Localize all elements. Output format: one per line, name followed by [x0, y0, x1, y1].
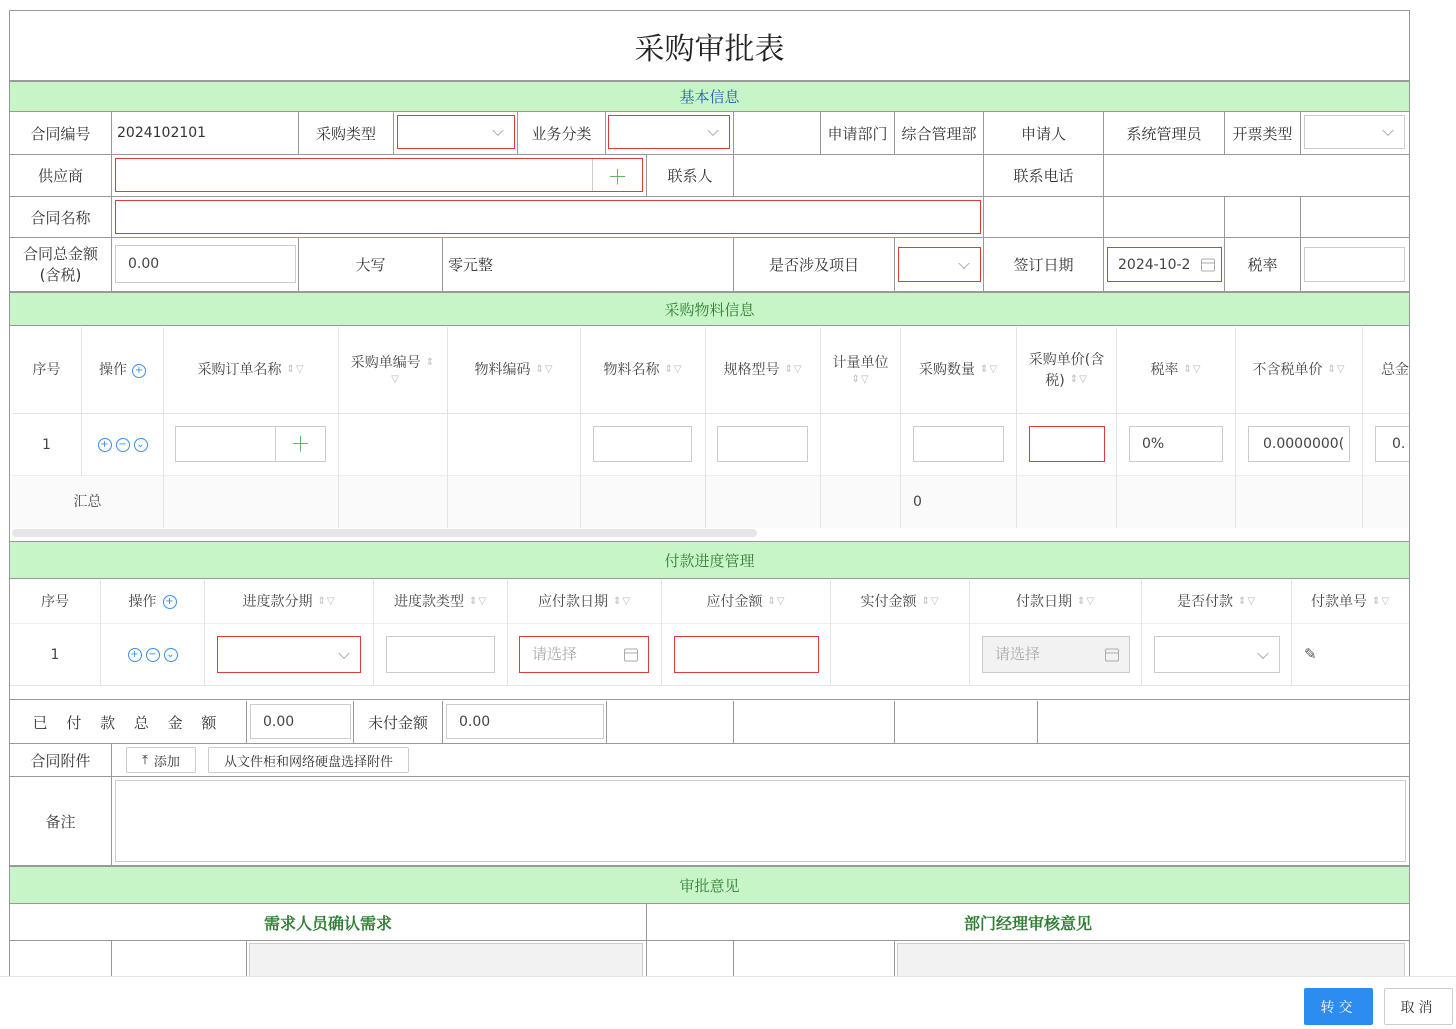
materials-header-row: [12, 327, 1409, 414]
pay-col-pay-no-label: 付款单号: [1310, 593, 1367, 610]
sort-filter-icon[interactable]: ⇕▽: [1069, 374, 1088, 386]
section-basic-info: 基本信息: [10, 81, 1409, 112]
type-input[interactable]: [386, 636, 495, 673]
approval-left-textarea: [249, 943, 643, 976]
upload-icon: ⤒: [142, 752, 148, 768]
attachments-label: 合同附件: [10, 744, 112, 777]
uppercase-value: 零元整: [443, 238, 734, 292]
total-amount-label: [10, 238, 112, 292]
supplier-label: 供应商: [10, 155, 112, 197]
contract-name-input[interactable]: [115, 200, 981, 234]
qty-input[interactable]: [913, 426, 1004, 462]
empty-cell: [1301, 197, 1409, 238]
pay-col-paid-amount[interactable]: [831, 580, 970, 624]
is-paid-select[interactable]: [1154, 636, 1280, 673]
sort-filter-icon[interactable]: ⇕▽: [979, 364, 999, 376]
pay-col-paid-amount-label: 实付金额: [860, 593, 917, 610]
pay-row-period: [205, 624, 374, 686]
unit-price-input[interactable]: [1029, 426, 1105, 462]
sort-filter-icon[interactable]: ⇕▽: [535, 364, 554, 376]
summary-label: 汇总: [12, 476, 164, 528]
footer-bar: [0, 976, 1456, 1029]
tax-rate-label: 税率: [1225, 238, 1301, 292]
unpaid-label: 未付金额: [354, 701, 443, 744]
purchase-type-cell: [394, 112, 518, 155]
remarks-label: 备注: [10, 777, 112, 866]
spacer: [10, 687, 1409, 700]
col-material-code[interactable]: [448, 327, 581, 414]
due-date-placeholder: 请选择: [532, 644, 578, 663]
chevron-down-icon: [707, 125, 718, 136]
row-qty: [901, 414, 1017, 476]
pay-col-pay-date-label: 付款日期: [1015, 593, 1072, 610]
row-unit-price: [1017, 414, 1117, 476]
col-material-name-label: 物料名称: [603, 362, 660, 379]
add-order-button[interactable]: ＋: [275, 427, 325, 461]
summary-cell: [581, 476, 706, 528]
business-category-label: 业务分类: [518, 112, 606, 155]
contract-no-label: 合同编号: [10, 112, 112, 155]
unpaid-input[interactable]: 0.00: [446, 704, 604, 739]
supplier-cell: [112, 155, 647, 197]
col-seq: 序号: [12, 327, 82, 414]
pay-row-paid-amount: [831, 624, 970, 686]
period-select[interactable]: [217, 636, 361, 673]
add-row-icon[interactable]: +: [98, 438, 112, 452]
sign-date-label: 签订日期: [984, 238, 1104, 292]
add-row-icon[interactable]: +: [163, 595, 177, 609]
pay-col-type[interactable]: [374, 580, 508, 624]
summary-cell: [164, 476, 339, 528]
chevron-down-icon: [1257, 647, 1268, 658]
approval-cell: [647, 941, 734, 976]
sort-filter-icon[interactable]: ⇕▽: [851, 374, 870, 386]
sort-filter-icon[interactable]: ⇕▽: [1076, 595, 1096, 607]
contact-label: 联系人: [647, 155, 734, 197]
col-ops: [82, 327, 164, 414]
col-order-no[interactable]: [339, 327, 448, 414]
pay-col-seq: 序号: [10, 580, 101, 624]
calendar-icon: [1201, 258, 1215, 271]
sort-filter-icon[interactable]: ⇕▽: [286, 364, 305, 376]
add-attachment-label: 添加: [153, 754, 180, 770]
summary-cell: [821, 476, 901, 528]
pay-col-due-date[interactable]: [508, 580, 662, 624]
filter-icon[interactable]: ▽: [391, 374, 400, 386]
sort-filter-icon[interactable]: ⇕▽: [1371, 595, 1391, 607]
row-material-code: [448, 414, 581, 476]
chevron-down-icon: [492, 125, 503, 136]
materials-data-row: [12, 414, 1409, 476]
materials-grid: [12, 327, 1409, 539]
business-category-cell: [606, 112, 734, 155]
empty-cell: [1225, 197, 1301, 238]
tax-rate-cell: [1301, 238, 1409, 292]
col-unit-price-label-2: 税): [1045, 372, 1065, 389]
paid-total-label: 已 付 款 总 金 额: [10, 701, 247, 744]
col-qty-label: 采购数量: [918, 362, 975, 379]
invoice-type-cell: [1301, 112, 1409, 155]
empty-cell: [1038, 701, 1409, 744]
chevron-down-circle-icon[interactable]: ⌄: [134, 438, 148, 452]
row-net-price: [1236, 414, 1363, 476]
chevron-down-icon: [338, 647, 349, 658]
add-attachment-button[interactable]: [126, 747, 196, 773]
sign-date-cell: [1104, 238, 1225, 292]
pay-col-period-label: 进度款分期: [242, 593, 313, 610]
unpaid-cell: [443, 701, 607, 744]
col-unit[interactable]: [821, 327, 901, 414]
section-payment: 付款进度管理: [10, 541, 1409, 579]
approval-right-title: 部门经理审核意见: [647, 904, 1409, 941]
add-row-icon[interactable]: +: [128, 648, 142, 662]
due-date-picker[interactable]: [519, 636, 649, 673]
chevron-down-icon: [958, 257, 969, 268]
pay-col-pay-no[interactable]: [1292, 580, 1409, 624]
row-order-no: [339, 414, 448, 476]
col-net-price-label: 不含税单价: [1252, 362, 1323, 379]
sign-date-picker[interactable]: [1107, 247, 1222, 282]
horizontal-scrollbar[interactable]: [12, 529, 757, 537]
approval-right-comment: [895, 941, 1409, 976]
chevron-down-circle-icon[interactable]: ⌄: [164, 648, 178, 662]
pay-row-seq: 1: [10, 624, 101, 686]
sort-icon[interactable]: ⇕: [425, 356, 436, 368]
pay-row-is-paid: [1142, 624, 1292, 686]
purchase-approval-form: [9, 10, 1410, 976]
summary-cell: [448, 476, 581, 528]
calendar-icon: [624, 648, 638, 661]
total-amount-input[interactable]: 0.00: [115, 245, 296, 283]
col-tax-rate-label: 税率: [1150, 362, 1179, 379]
project-related-label: 是否涉及项目: [734, 238, 895, 292]
pay-date-placeholder: 请选择: [995, 644, 1041, 663]
pay-col-is-paid-label: 是否付款: [1176, 593, 1233, 610]
summary-cell: [1117, 476, 1236, 528]
sort-filter-icon[interactable]: ⇕▽: [1327, 364, 1346, 376]
empty-cell: [734, 112, 821, 155]
contact-phone-value: [1104, 155, 1409, 197]
summary-cell: [339, 476, 448, 528]
materials-summary-row: [12, 476, 1409, 528]
col-tax-rate[interactable]: [1117, 327, 1236, 414]
business-category-select[interactable]: [608, 115, 730, 149]
approval-cell: [10, 941, 112, 976]
pay-col-is-paid[interactable]: [1142, 580, 1292, 624]
net-price-input[interactable]: 0.0000000(: [1248, 426, 1350, 462]
choose-attachment-button[interactable]: 从文件柜和网络硬盘选择附件: [208, 747, 409, 773]
row-tax-rate: [1117, 414, 1236, 476]
sort-filter-icon[interactable]: ⇕▽: [767, 595, 786, 607]
empty-cell: [734, 701, 895, 744]
purchase-type-label: 采购类型: [299, 112, 394, 155]
spec-input[interactable]: [717, 426, 808, 462]
sort-filter-icon[interactable]: ⇕▽: [664, 364, 683, 376]
row-unit: [821, 414, 901, 476]
payment-data-row: [10, 624, 1409, 686]
col-unit-label: 计量单位: [832, 355, 889, 372]
empty-cell: [895, 701, 1038, 744]
calendar-icon: [1105, 648, 1119, 661]
paid-total-input[interactable]: 0.00: [250, 704, 351, 739]
approval-cell: [112, 941, 247, 976]
pay-date-picker: [982, 636, 1130, 673]
total-amount-label-line1: 合同总金额: [22, 244, 98, 263]
invoice-type-select[interactable]: [1304, 115, 1405, 149]
section-materials: 采购物料信息: [10, 292, 1409, 326]
summary-cell: [706, 476, 821, 528]
add-supplier-button[interactable]: ＋: [592, 159, 642, 191]
pay-col-pay-date[interactable]: [970, 580, 1142, 624]
sort-filter-icon[interactable]: ⇕▽: [317, 595, 336, 607]
cancel-button[interactable]: 取消: [1384, 988, 1453, 1025]
col-order-name-label: 采购订单名称: [197, 362, 282, 379]
pay-col-due-amount-label: 应付金额: [706, 593, 763, 610]
sort-filter-icon[interactable]: ⇕▽: [1237, 595, 1257, 607]
apply-dept-value: 综合管理部: [895, 112, 984, 155]
order-name-input[interactable]: [175, 426, 326, 462]
col-net-price[interactable]: [1236, 327, 1363, 414]
sort-filter-icon[interactable]: ⇕▽: [784, 364, 803, 376]
col-unit-price-label-1: 采购单价(含: [1028, 352, 1105, 369]
remarks-textarea[interactable]: [115, 780, 1406, 862]
pay-row-pay-no: [1292, 624, 1409, 686]
summary-cell: [1236, 476, 1363, 528]
chevron-down-icon: [1382, 125, 1393, 136]
project-related-select[interactable]: [898, 247, 981, 282]
row-tax-rate-input[interactable]: 0%: [1129, 426, 1223, 462]
sort-filter-icon[interactable]: ⇕▽: [468, 595, 488, 607]
approval-left-title: 需求人员确认需求: [10, 904, 647, 941]
approval-right-textarea: [897, 943, 1405, 976]
summary-qty: 0: [901, 476, 1017, 528]
remove-row-icon[interactable]: −: [116, 438, 130, 452]
pay-row-type: [374, 624, 508, 686]
row-spec: [706, 414, 821, 476]
payment-header-row: [10, 580, 1409, 624]
sort-filter-icon[interactable]: ⇕▽: [921, 595, 940, 607]
pay-col-due-date-label: 应付款日期: [537, 593, 608, 610]
col-order-name[interactable]: [164, 327, 339, 414]
row-ops: [82, 414, 164, 476]
remarks-cell: [112, 777, 1409, 866]
pay-col-type-label: 进度款类型: [393, 593, 464, 610]
section-approval: 审批意见: [10, 866, 1409, 904]
total-input[interactable]: 0.: [1375, 426, 1409, 462]
due-amount-input[interactable]: [674, 636, 819, 673]
form-title: 采购审批表: [10, 11, 1409, 81]
edit-icon[interactable]: ✎: [1304, 645, 1317, 664]
pay-row-ops: [101, 624, 205, 686]
submit-button[interactable]: 转交: [1304, 988, 1373, 1025]
attachments-cell: [112, 744, 1409, 777]
apply-dept-label: 申请部门: [821, 112, 895, 155]
col-ops-label: 操作: [99, 362, 127, 379]
paid-total-cell: [247, 701, 354, 744]
remove-row-icon[interactable]: −: [146, 648, 160, 662]
contract-name-cell: [112, 197, 984, 238]
pay-row-pay-date: [970, 624, 1142, 686]
col-qty[interactable]: [901, 327, 1017, 414]
uppercase-label: 大写: [299, 238, 443, 292]
contract-no-value: 2024102101: [112, 112, 299, 155]
sort-filter-icon[interactable]: ⇕▽: [612, 595, 632, 607]
sort-filter-icon[interactable]: ⇕▽: [1183, 364, 1202, 376]
material-name-input[interactable]: [593, 426, 692, 462]
approval-left-comment: [247, 941, 647, 976]
row-material-name: [581, 414, 706, 476]
total-amount-label-line2: (含税): [39, 265, 82, 284]
row-seq: 1: [12, 414, 82, 476]
add-row-icon[interactable]: +: [132, 364, 146, 378]
contact-value: [734, 155, 984, 197]
row-total: [1363, 414, 1409, 476]
contract-name-label: 合同名称: [10, 197, 112, 238]
invoice-type-label: 开票类型: [1225, 112, 1301, 155]
row-order-name: [164, 414, 339, 476]
payment-grid: [10, 580, 1409, 686]
pay-col-ops-label: 操作: [128, 593, 157, 610]
col-order-no-label: 采购单编号: [350, 355, 421, 372]
pay-col-ops: [101, 580, 205, 624]
applicant-value: 系统管理员: [1104, 112, 1225, 155]
tax-rate-input[interactable]: [1304, 247, 1405, 282]
col-material-name[interactable]: [581, 327, 706, 414]
col-material-code-label: 物料编码: [474, 362, 531, 379]
empty-cell: [607, 701, 734, 744]
col-spec[interactable]: [706, 327, 821, 414]
total-amount-cell: [112, 238, 299, 292]
pay-col-due-amount[interactable]: [662, 580, 831, 624]
pay-col-period[interactable]: [205, 580, 374, 624]
purchase-type-select[interactable]: [397, 115, 515, 149]
col-unit-price[interactable]: [1017, 327, 1117, 414]
sign-date-value: 2024-10-2: [1118, 256, 1191, 273]
applicant-label: 申请人: [984, 112, 1104, 155]
col-total[interactable]: 总金: [1363, 327, 1409, 414]
col-spec-label: 规格型号: [723, 362, 780, 379]
pay-row-due-date: [508, 624, 662, 686]
project-related-cell: [895, 238, 984, 292]
supplier-input[interactable]: [115, 158, 643, 192]
approval-cell: [734, 941, 895, 976]
empty-cell: [984, 197, 1104, 238]
pay-row-due-amount: [662, 624, 831, 686]
contact-phone-label: 联系电话: [984, 155, 1104, 197]
empty-cell: [1104, 197, 1225, 238]
summary-cell: [1017, 476, 1117, 528]
